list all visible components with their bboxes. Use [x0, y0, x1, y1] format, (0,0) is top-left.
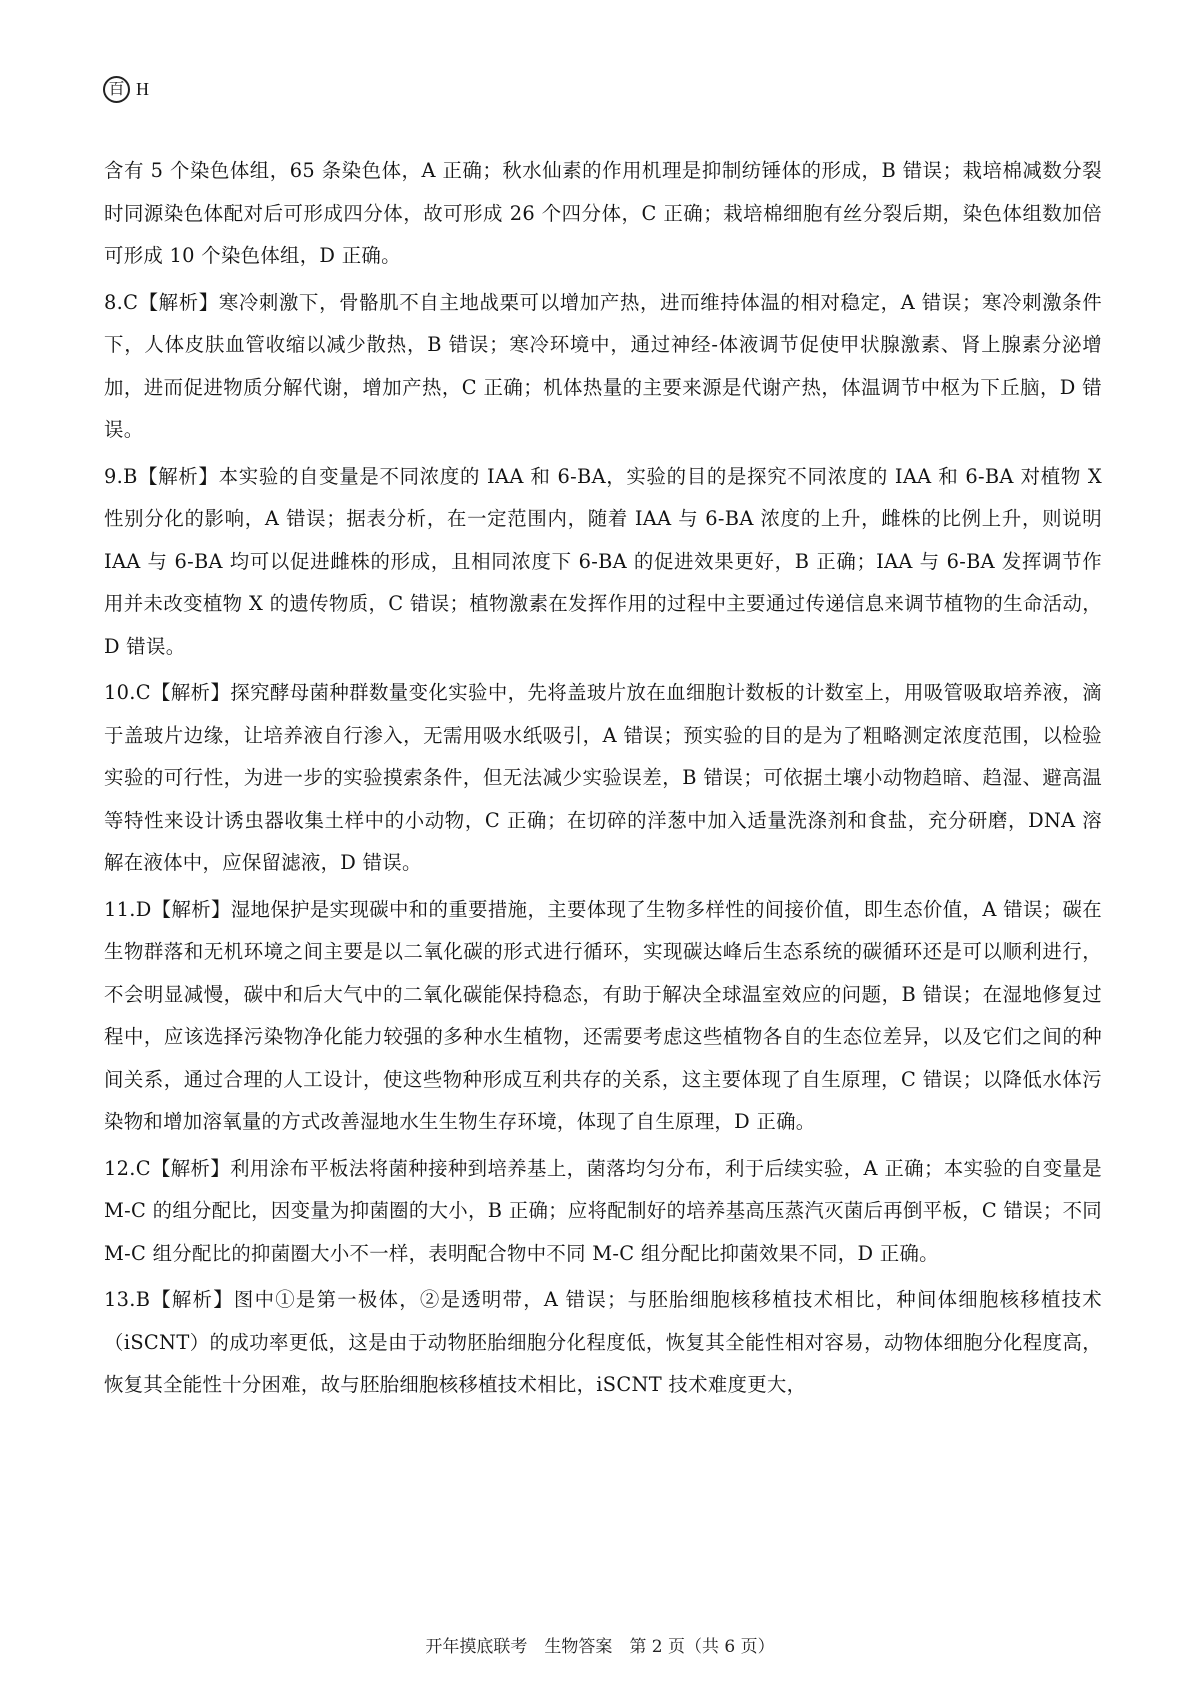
answer-10: 10.C【解析】探究酵母菌种群数量变化实验中，先将盖玻片放在血细胞计数板的计数室上，用吸管吸取培养液，滴于盖玻片边缘，让培养液自行渗入，无需用吸水纸吸引，A 错误；预实验的目的是为了粗略测定浓度范围，以检验实验的可行性，为进一步的实验摸索条件，但无法减少实验误差，B 错误；可依据土壤小动物趋暗、趋湿、避高温等特性来设计诱虫器收集土样中的小动物，C 正确；在切碎的洋葱中加入适量洗涤剂和食盐，充分研磨，DNA 溶解在液体中，应保留滤液，D 错误。 [104, 681, 1102, 874]
logo-char: 百 [108, 79, 125, 98]
answer-11: 11.D【解析】湿地保护是实现碳中和的重要措施，主要体现了生物多样性的间接价值，即生态价值，A 错误；碳在生物群落和无机环境之间主要是以二氧化碳的形式进行循环，实现碳达峰后生态系统的碳循环还是可以顺利进行，不会明显减慢，碳中和后大气中的二氧化碳能保持稳态，有助于解决全球温室效应的问题，B 错误；在湿地修复过程中，应该选择污染物净化能力较强的多种水生植物，还需要考虑这些植物各自的生态位差异，以及它们之间的种间关系，通过合理的人工设计，使这些物种形成互利共存的关系，这主要体现了自生原理，C 错误；以降低水体污染物和增加溶氧量的方式改善湿地水生生物生存环境，体现了自生原理，D 正确。 [104, 897, 1102, 1133]
answer-12: 12.C【解析】利用涂布平板法将菌种接种到培养基上，菌落均匀分布，利于后续实验，A 正确；本实验的自变量是 M-C 的组分配比，因变量为抑菌圈的大小，B 正确；应将配制好的培养基高压蒸汽灭菌后再倒平板，C 错误；不同 M-C 组分配比的抑菌圈大小不一样，表明配合物中不同 M-C 组分配比抑菌效果不同，D 正确。 [104, 1156, 1102, 1265]
page-footer: 开年摸底联考 生物答案 第 2 页（共 6 页） [425, 1637, 775, 1657]
paragraph-continuation: 含有 5 个染色体组，65 条染色体，A 正确；秋水仙素的作用机理是抑制纺锤体的形成，B 错误；栽培棉减数分裂时同源染色体配对后可形成四分体，故可形成 26 个四分体，C 正确；栽培棉细胞有丝分裂后期，染色体组数加倍可形成 10 个染色体组，D 正确。 [104, 159, 1102, 267]
answer-content [104, 150, 1102, 1407]
logo-letter: H [136, 78, 149, 99]
answer-13: 13.B【解析】图中①是第一极体，②是透明带，A 错误；与胚胎细胞核移植技术相比，种间体细胞核移植技术（iSCNT）的成功率更低，这是由于动物胚胎细胞分化程度低，恢复其全能性相对容易，动物体细胞分化程度高，恢复其全能性十分困难，故与胚胎细胞核移植技术相比，iSCNT 技术难度更大， [104, 1288, 1102, 1396]
answer-8: 8.C【解析】寒冷刺激下，骨骼肌不自主地战栗可以增加产热，进而维持体温的相对稳定，A 错误；寒冷刺激条件下，人体皮肤血管收缩以减少散热，B 错误；寒冷环境中，通过神经-体液调节促使甲状腺激素、肾上腺素分泌增加，进而促进物质分解代谢，增加产热，C 正确；机体热量的主要来源是代谢产热，体温调节中枢为下丘脑，D 错误。 [104, 290, 1102, 441]
answer-9: 9.B【解析】本实验的自变量是不同浓度的 IAA 和 6-BA，实验的目的是探究不同浓度的 IAA 和 6-BA 对植物 X 性别分化的影响，A 错误；据表分析，在一定范围内，随着 IAA 与 6-BA 浓度的上升，雌株的比例上升，则说明 IAA 与 6-BA 均可以促进雌株的形成，且相同浓度下 6-BA 的促进效果更好，B 正确；IAA 与 6-BA 发挥调节作用并未改变植物 X 的遗传物质，C 错误；植物激素在发挥作用的过程中主要通过传递信息来调节植物的生命活动，D 错误。 [104, 464, 1102, 658]
header-logo [103, 72, 149, 106]
logo-circle-icon [103, 76, 130, 103]
